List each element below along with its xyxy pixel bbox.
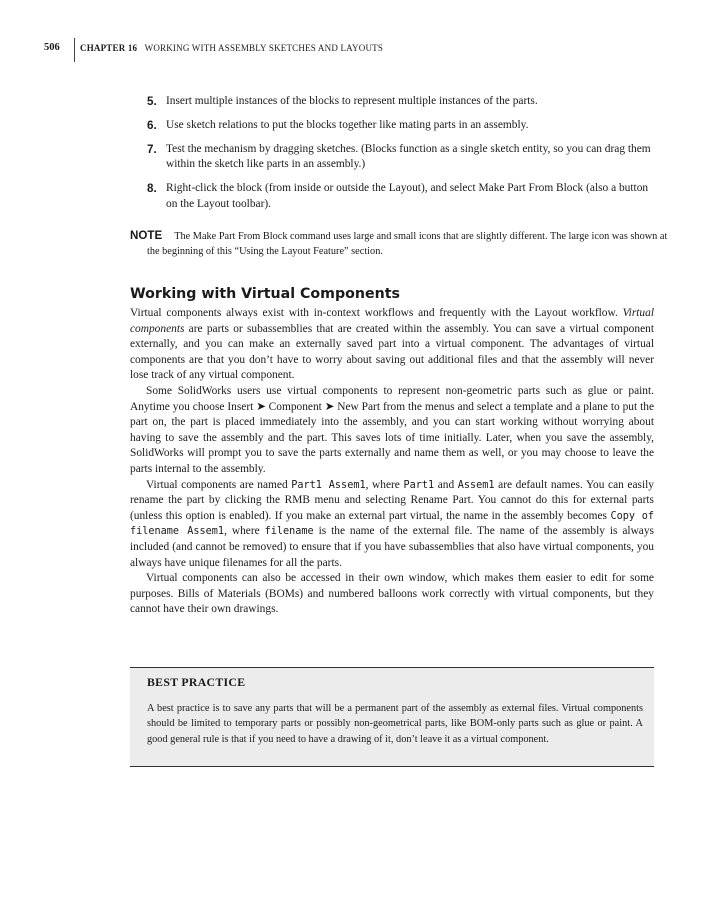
best-practice-text: A best practice is to save any parts that will be a permanent part of the assembly as external files. Virtual components should be limited to temporary parts or possibly non-geometrical parts, like BOM-only parts such as glue or paint. A good general rule is that if you need to have a drawing of it, don’t leave it as a virtual component. — [147, 703, 643, 745]
step-text: Insert multiple instances of the blocks to represent multiple instances of the parts. — [166, 95, 538, 107]
list-item — [130, 181, 654, 212]
paragraph: Virtual components are named Part1 Assem1, where Part1 and Assem1 are default names. You can easily rename the part by clicking the RMB menu and selecting Rename Part. You cannot do this for external parts (unless this option is enabled). If you make an external part virtual, the name in the assembly becomes Copy of filename Assem1, where filename is the name of the external file. The name of the assembly is always included (and cannot be removed) to ensure that if you have subassemblies that also have virtual components, you always have unique filenames for all the parts. — [130, 478, 654, 569]
header-divider — [74, 38, 75, 62]
list-item — [130, 142, 654, 173]
running-head — [80, 43, 383, 53]
step-number: 8. — [147, 181, 157, 195]
code-text: Copy of filename Assem1 — [130, 510, 654, 538]
note-label: NOTE — [130, 229, 163, 242]
best-practice-title: BEST PRACTICE — [147, 675, 246, 689]
step-text: Right-click the block (from inside or outside the Layout), and select Make Part From Block (also a button on the Layout toolbar). — [166, 181, 649, 210]
note-text: The Make Part From Block command uses large and small icons that are slightly different. The large icon was shown at the beginning of this “Using the Layout Feature” section. — [147, 231, 668, 258]
paragraph: Virtual components can also be accessed in their own window, which makes them easier to edit for some purposes. Bills of Materials (BOMs) and numbered balloons work correctly with virtual components, but they cannot have their own drawings. — [130, 572, 654, 616]
chapter-label: CHAPTER 16 — [80, 43, 138, 53]
numbered-steps — [130, 94, 654, 220]
list-item — [130, 118, 654, 134]
code-text: Assem1 — [457, 479, 495, 491]
chapter-title: WORKING WITH ASSEMBLY SKETCHES AND LAYOUTS — [144, 43, 384, 53]
running-header — [0, 38, 717, 62]
step-number: 7. — [147, 142, 157, 156]
paragraph: Some SolidWorks users use virtual components to represent non-geometric parts such as glue or paint. Anytime you choose Insert ➤ Component ➤ New Part from the menus and select a template and a plane to put the part on, the part is placed immediately into the assembly, and you can start working without worrying about having to save the assembly and the part. This saves lots of time initially. Later, when you save the assembly, SolidWorks will prompt you to save the parts externally and name them as well, or you may choose to leave the parts internal to the assembly. — [130, 384, 654, 475]
code-text: filename — [264, 526, 314, 538]
section-heading: Working with Virtual Components — [130, 286, 400, 302]
paragraph: Virtual components always exist with in-context workflows and frequently with the Layout workflow. Virtual components are parts or subassemblies that are created within the assembly. You can save a virtual component externally, and you can make an externally saved part into a virtual component. The advantages of virtual components are that you don’t have to worry about saving out additional files and that the assembly will never lose track of any virtual component. — [130, 307, 654, 382]
emphasis-term: Virtual components — [130, 307, 654, 335]
step-text: Test the mechanism by dragging sketches. (Blocks function as a single sketch entity, so you can drag them within the sketch like parts in an assembly.) — [166, 142, 651, 171]
code-text: Part1 Assem1 — [291, 479, 366, 491]
note-box — [130, 228, 671, 260]
step-number: 6. — [147, 118, 157, 132]
section-body — [130, 306, 654, 618]
step-number: 5. — [147, 95, 157, 108]
page-number: 506 — [44, 42, 60, 53]
best-practice-box — [130, 667, 654, 767]
code-text: Part1 — [403, 479, 435, 491]
list-item — [130, 94, 654, 110]
step-text: Use sketch relations to put the blocks together like mating parts in an assembly. — [166, 118, 529, 131]
